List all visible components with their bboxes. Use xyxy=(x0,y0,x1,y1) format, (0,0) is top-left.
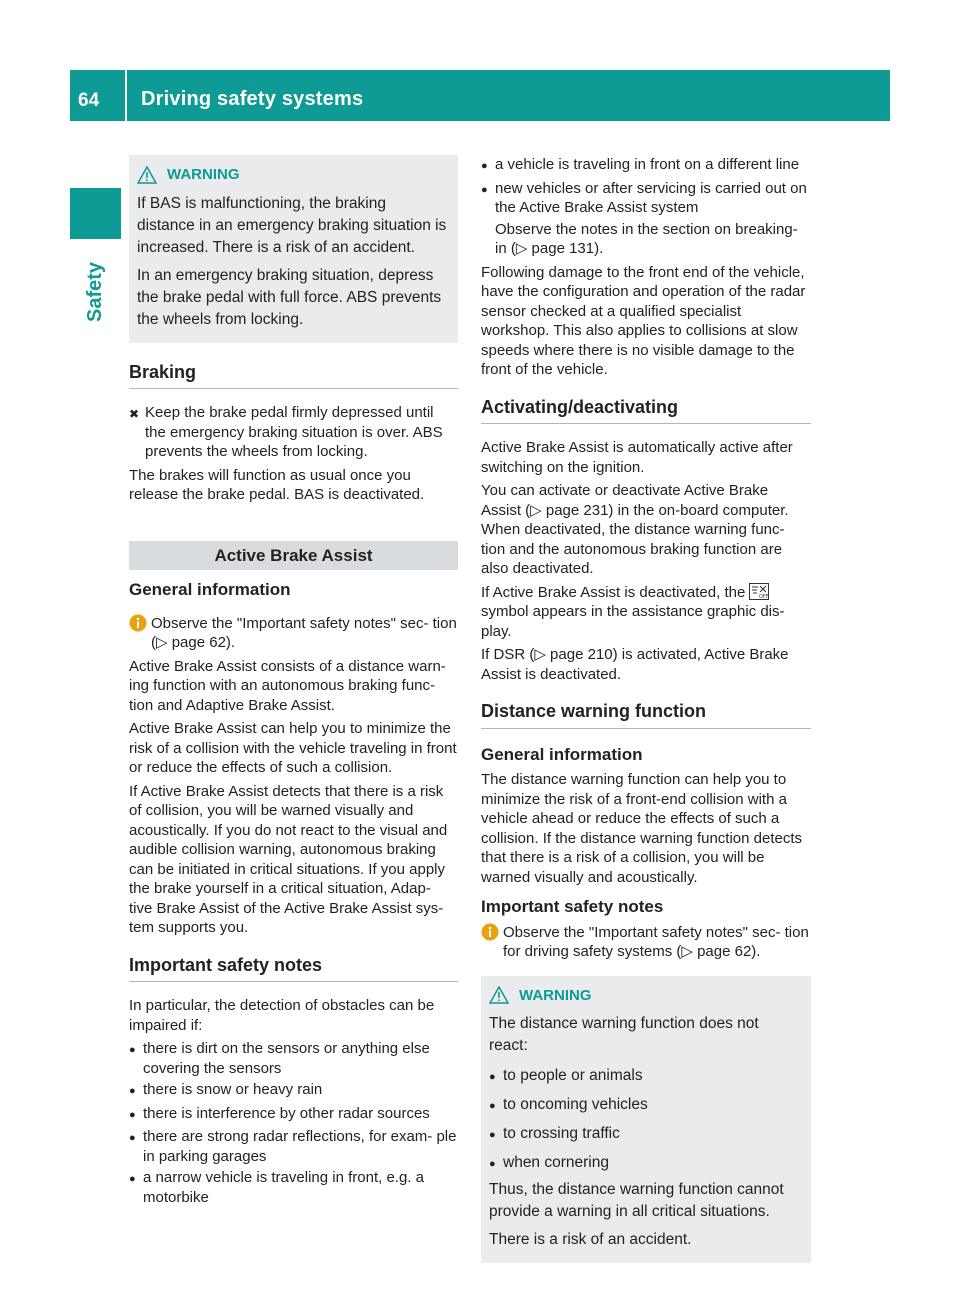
braking-text: The brakes will function as usual once you release the brake pedal. BAS is deactivated. xyxy=(129,466,425,503)
svg-text:OFF: OFF xyxy=(759,593,770,600)
dwf-safety-heading: Important safety notes xyxy=(481,897,664,916)
side-label: Safety xyxy=(84,261,106,322)
info-note xyxy=(129,614,458,653)
dwf-heading: Distance warning function xyxy=(481,702,811,729)
dwf-general-text: The distance warning function can help you to minimize the risk of a front-end collision with a vehicle ahead or reduce the effects of such a collision. If the distance warning function detects that there is a risk of a collision, you will be warned visually and acoustically. xyxy=(481,771,803,886)
warning-header xyxy=(137,165,448,185)
left-column xyxy=(129,155,458,1209)
safety-notes-heading: Important safety notes xyxy=(129,956,458,983)
info-note-text: Observe the "Important safety notes" sec- tion (▷ page 62). xyxy=(151,614,457,651)
general-text: Active Brake Assist can help you to minimize the risk of a collision with the vehicle traveling in front or reduce the effects of such a collision. xyxy=(129,720,457,776)
general-text: If Active Brake Assist detects that there is a risk of collision, you will be warned visually and acoustically. If you do not react to the visual and audible collision warning, autonomous braking can be initiated in critical situations. If you apply the brake yourself in a critical situation, Adap- tive Brake Assist of the Active Brake Assist sys- tem supports you. xyxy=(129,782,448,936)
warning-box xyxy=(481,976,811,1264)
instruction-step xyxy=(129,403,458,462)
warning-triangle-icon xyxy=(137,166,157,184)
warning-header xyxy=(489,986,801,1006)
info-icon xyxy=(129,614,147,632)
activating-text: You can activate or deactivate Active Brake Assist (▷ page 231) in the on-board computer. When deactivated, the distance warning func- tion and the autonomous braking function are also deactivated. xyxy=(481,482,789,577)
warning-box xyxy=(129,155,458,343)
list-item: ● to oncoming vehicles xyxy=(489,1096,648,1113)
bullet-note: Observe the notes in the section on breaking- in (▷ page 131). xyxy=(495,220,798,257)
list-item: ● there are strong radar reflections, for exam- ple in parking garages xyxy=(129,1128,457,1165)
info-note xyxy=(481,923,811,962)
list-item: ● when cornering xyxy=(489,1154,609,1171)
list-item: ● new vehicles or after servicing is carried out on the Active Brake Assist system xyxy=(481,179,807,216)
warning-label: WARNING xyxy=(167,166,240,183)
aba-off-symbol-icon xyxy=(749,583,769,600)
list-item: ● a narrow vehicle is traveling in front, e.g. a motorbike xyxy=(129,1169,424,1206)
info-icon xyxy=(481,923,499,941)
damage-text: Following damage to the front end of the vehicle, have the configuration and operation of the radar sensor checked at a qualified specialist workshop. This also applies to collisions at slow speeds where there is no visible damage to the front of the vehicle. xyxy=(481,263,806,378)
right-column xyxy=(481,155,811,1263)
side-tab-marker xyxy=(70,188,121,239)
warning-text: In an emergency braking situation, depress the brake pedal with full force. ABS prevents the wheels from locking. xyxy=(137,266,442,328)
warning-text: Thus, the distance warning function cannot provide a warning in all critical situations. xyxy=(489,1181,784,1220)
page-number: 64 xyxy=(78,90,100,111)
warning-text: The distance warning function does not react: xyxy=(489,1015,759,1054)
warning-text: If BAS is malfunctioning, the braking distance in an emergency braking situation is increased. There is a risk of an accident. xyxy=(137,194,447,256)
dwf-general-heading: General information xyxy=(481,744,643,764)
list-item: ● a vehicle is traveling in front on a different line xyxy=(481,156,800,173)
list-item: ● there is interference by other radar sources xyxy=(129,1104,430,1122)
activating-text: If Active Brake Assist is deactivated, the OFF symbol appears in the assistance graphic dis- play. xyxy=(481,583,785,640)
safety-intro: In particular, the detection of obstacles can be impaired if: xyxy=(129,997,435,1034)
braking-heading: Braking xyxy=(129,363,458,390)
warning-text: There is a risk of an accident. xyxy=(489,1231,692,1248)
list-item: ● to people or animals xyxy=(489,1067,643,1084)
general-text: Active Brake Assist consists of a distance warn- ing function with an autonomous braking func- tion and Adaptive Brake Assist. xyxy=(129,657,446,714)
aba-heading: Active Brake Assist xyxy=(129,541,458,571)
list-item: ● there is snow or heavy rain xyxy=(129,1081,323,1098)
header-divider xyxy=(125,70,127,121)
section-title: Driving safety systems xyxy=(141,88,364,110)
general-info-heading: General information xyxy=(129,580,291,599)
instruction-text: Keep the brake pedal firmly depressed until the emergency braking situation is over. ABS prevents the wheels from locking. xyxy=(145,404,443,460)
warning-triangle-icon xyxy=(489,986,509,1004)
instruction-arrow-icon: ✖ xyxy=(129,407,140,421)
warning-label: WARNING xyxy=(519,986,592,1004)
activating-text: Active Brake Assist is automatically active after switching on the ignition. xyxy=(481,439,793,476)
list-item: ● there is dirt on the sensors or anything else covering the sensors xyxy=(129,1040,430,1077)
list-item: ● to crossing traffic xyxy=(489,1125,620,1142)
activating-text: If DSR (▷ page 210) is activated, Active Brake Assist is deactivated. xyxy=(481,646,789,683)
info-note-text: Observe the "Important safety notes" sec- tion for driving safety systems (▷ page 62). xyxy=(503,923,809,960)
activating-heading: Activating/deactivating xyxy=(481,398,811,425)
